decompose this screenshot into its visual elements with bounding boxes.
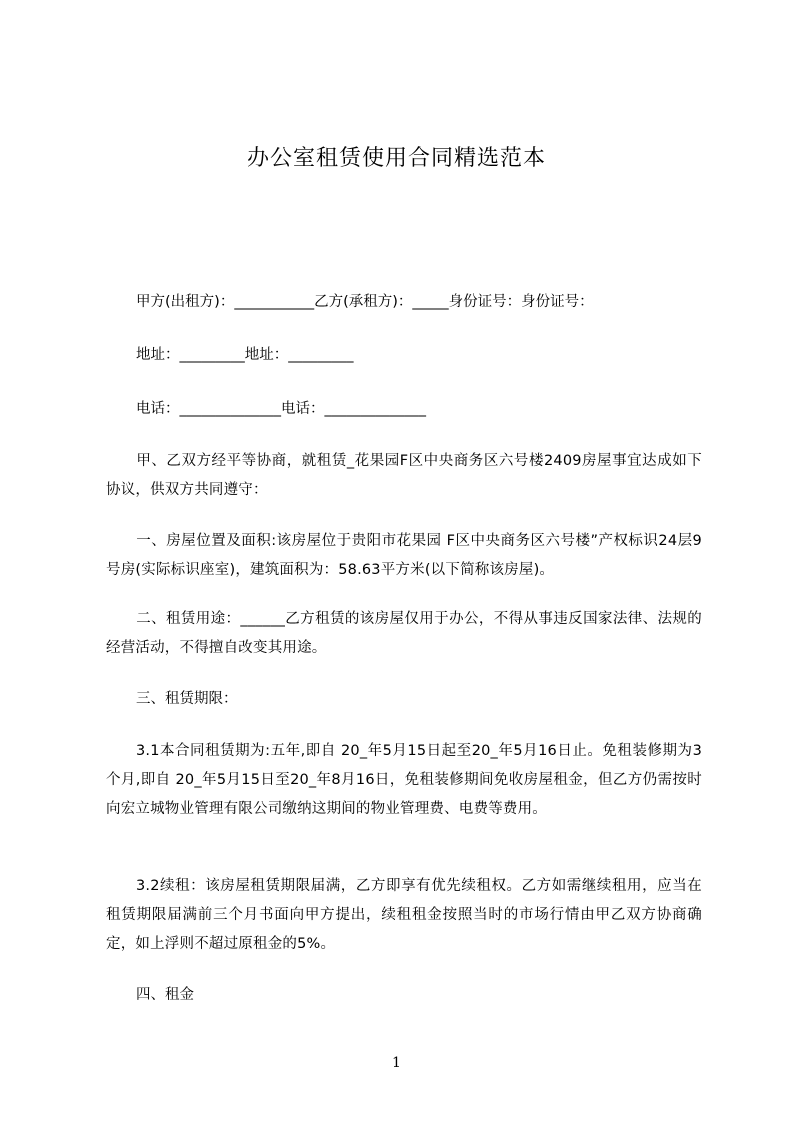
- document-title: 办公室租赁使用合同精选范本: [246, 146, 546, 171]
- address-line: 地址：_________地址：_________: [136, 347, 354, 363]
- section-2-text: 二、租赁用途：______乙方租赁的该房屋仅用于办公，不得从事违反国家法律、法规的经营活动，不得擅自改变其用途。: [106, 611, 702, 656]
- phone-line: 电话：______________电话：______________: [136, 401, 426, 417]
- clause-3-2-paragraph: [106, 872, 702, 959]
- section-2-paragraph: [106, 605, 702, 663]
- section-3-heading: 三、租赁期限：: [136, 691, 238, 707]
- section-1-text: 一、房屋位置及面积:该房屋位于贵阳市花果园 F区中央商务区六号楼”产权标识24层9号房(实际标识座室)，建筑面积为：58.63平方米(以下简称该房屋)。: [106, 533, 702, 578]
- clause-3-1-paragraph: [106, 737, 702, 824]
- clause-3-2-text: 3.2续租：该房屋租赁期限届满，乙方即享有优先续租权。乙方如需继续租用，应当在租赁期限届满前三个月书面向甲方提出，续租租金按照当时的市场行情由甲乙双方协商确定，如上浮则不超过原租金的5%。: [106, 878, 702, 952]
- party-line: 甲方(出租方)：___________乙方(承租方)：_____身份证号：身份证号：: [136, 294, 594, 310]
- intro-paragraph: [106, 447, 702, 505]
- section-1-paragraph: [106, 527, 702, 585]
- clause-3-1-text: 3.1本合同租赁期为:五年,即自 20_年5月15日起至20_年5月16日止。免租装修期为3个月,即自 20_年5月15日至20_年8月16日，免租装修期间免收房屋租金，但乙方仍需按时向宏立城物业管理有限公司缴纳这期间的物业管理费、电费等费用。: [106, 743, 702, 817]
- intro-text: 甲、乙双方经平等协商，就租赁_花果园F区中央商务区六号楼2409房屋事宜达成如下协议，供双方共同遵守：: [106, 453, 702, 498]
- section-4-heading: 四、租金: [136, 987, 194, 1003]
- page-number: 1: [392, 1055, 401, 1071]
